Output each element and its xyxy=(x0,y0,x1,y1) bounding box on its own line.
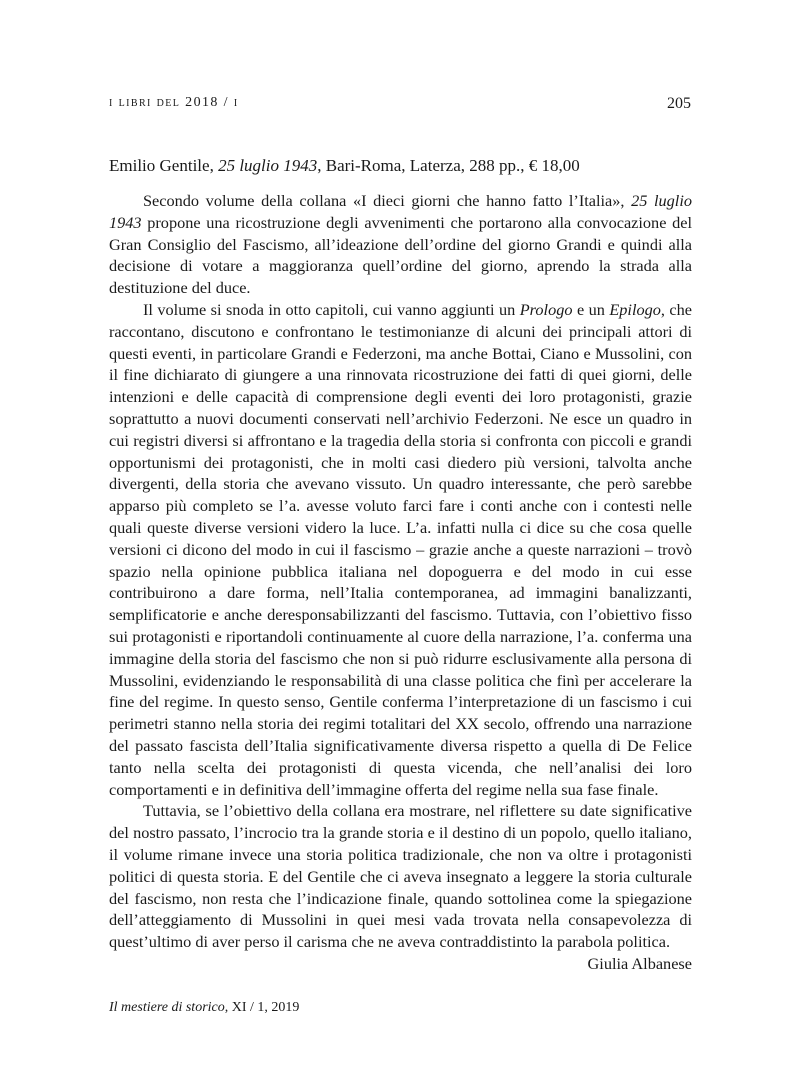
paragraph-1: Secondo volume della collana «I dieci giorni che hanno fatto l’Italia», 25 luglio 1943 propone una ricostruzione degli avvenimenti che portarono alla convocazione del Gran Consiglio del Fascismo, all’ideazione dell’ordine del giorno Grandi e quindi alla decisione di votare a maggioranza quell’ordine del giorno, aprendo la strada alla destituzione del duce. xyxy=(109,191,692,298)
review-publication: , Bari-Roma, Laterza, 288 pp., € 18,00 xyxy=(317,156,580,175)
review-body xyxy=(109,190,692,975)
review-header: Emilio Gentile, 25 luglio 1943, Bari-Roma, Laterza, 288 pp., € 18,00 xyxy=(109,156,580,175)
review-book-title: 25 luglio 1943 xyxy=(218,156,318,175)
running-head: i libri del 2018 / i xyxy=(109,95,239,110)
paragraph-2: Il volume si snoda in otto capitoli, cui vanno aggiunti un Prologo e un Epilogo, che raccontano, discutono e confrontano le testimonianze di alcuni dei principali attori di questi eventi, in particolare Grandi e Federzoni, ma anche Bottai, Ciano e Mussolini, con il fine dichiarato di giungere a una rinnovata ricostruzione dei fatti di quei giorni, delle intenzioni e delle capacità di comprensione degli eventi dei loro protagonisti, grazie soprattutto a nuovi documenti conservati nell’archivio Federzoni. Ne esce un quadro in cui registri diversi si affrontano e la tragedia della storia si confronta con piccoli e grandi opportunismi dei protagonisti, che in molti casi diedero più versioni, talvolta anche divergenti, della storia che avevano vissuto. Un quadro interessante, che però sarebbe apparso più completo se l’a. avesse voluto farci fare i conti anche con i contesti nelle quali queste diverse versioni videro la luce. L’a. infatti nulla ci dice su che cosa quelle versioni ci dicono del modo in cui il fascismo – grazie anche a queste narrazioni – trovò spazio nella opinione pubblica italiana nel dopoguerra e del modo in cui esse contribuirono a dare forma, nell’Italia contemporanea, ad immagini banalizzanti, semplificatorie e anche deresponsabilizzanti del fascismo. Tuttavia, con l’obiettivo fisso sui protagonisti e riportandoli continuamente al cuore della narrazione, l’a. conferma una immagine della storia del fascismo che non si può ridurre esclusivamente alla persona di Mussolini, evidenziando le responsabilità di una classe politica che finì per accelerare la fine del regime. In questo senso, Gentile conferma l’interpretazione di un fascismo i cui perimetri stanno nella storia dei regimi totalitari del XX secolo, offrendo una narrazione del passato fascista dell’Italia significativamente diversa rispetto a quella di De Felice tanto nella scelta dei protagonisti di questa vicenda, che nell’analisi dei loro comportamenti e in definitiva dell’immagine offerta del regime nella sua fase finale. xyxy=(109,299,693,799)
paragraph-3: Tuttavia, se l’obiettivo della collana era mostrare, nel riflettere su date significative del nostro passato, l’incrocio tra la grande storia e il destino di un popolo, quello italiano, il volume rimane invece una storia politica tradizionale, che non va oltre i protagonisti politici di questa storia. E del Gentile che ci aveva insegnato a leggere la storia culturale del fascismo, non resta che l’indicazione finale, quando sottolinea come la spiegazione dell’atteggiamento di Mussolini in quei mesi vada trovata nella consapevolezza di quest’ultimo di aver perso il carisma che ne aveva contraddistinto la parabola politica. xyxy=(109,801,692,952)
journal-issue: , XI / 1, 2019 xyxy=(224,1000,300,1015)
review-author: Emilio Gentile xyxy=(109,156,210,175)
review-signature: Giulia Albanese xyxy=(587,953,692,973)
journal-name: Il mestiere di storico xyxy=(109,1000,225,1015)
page-number: 205 xyxy=(667,95,691,112)
journal-footer xyxy=(109,1000,299,1016)
